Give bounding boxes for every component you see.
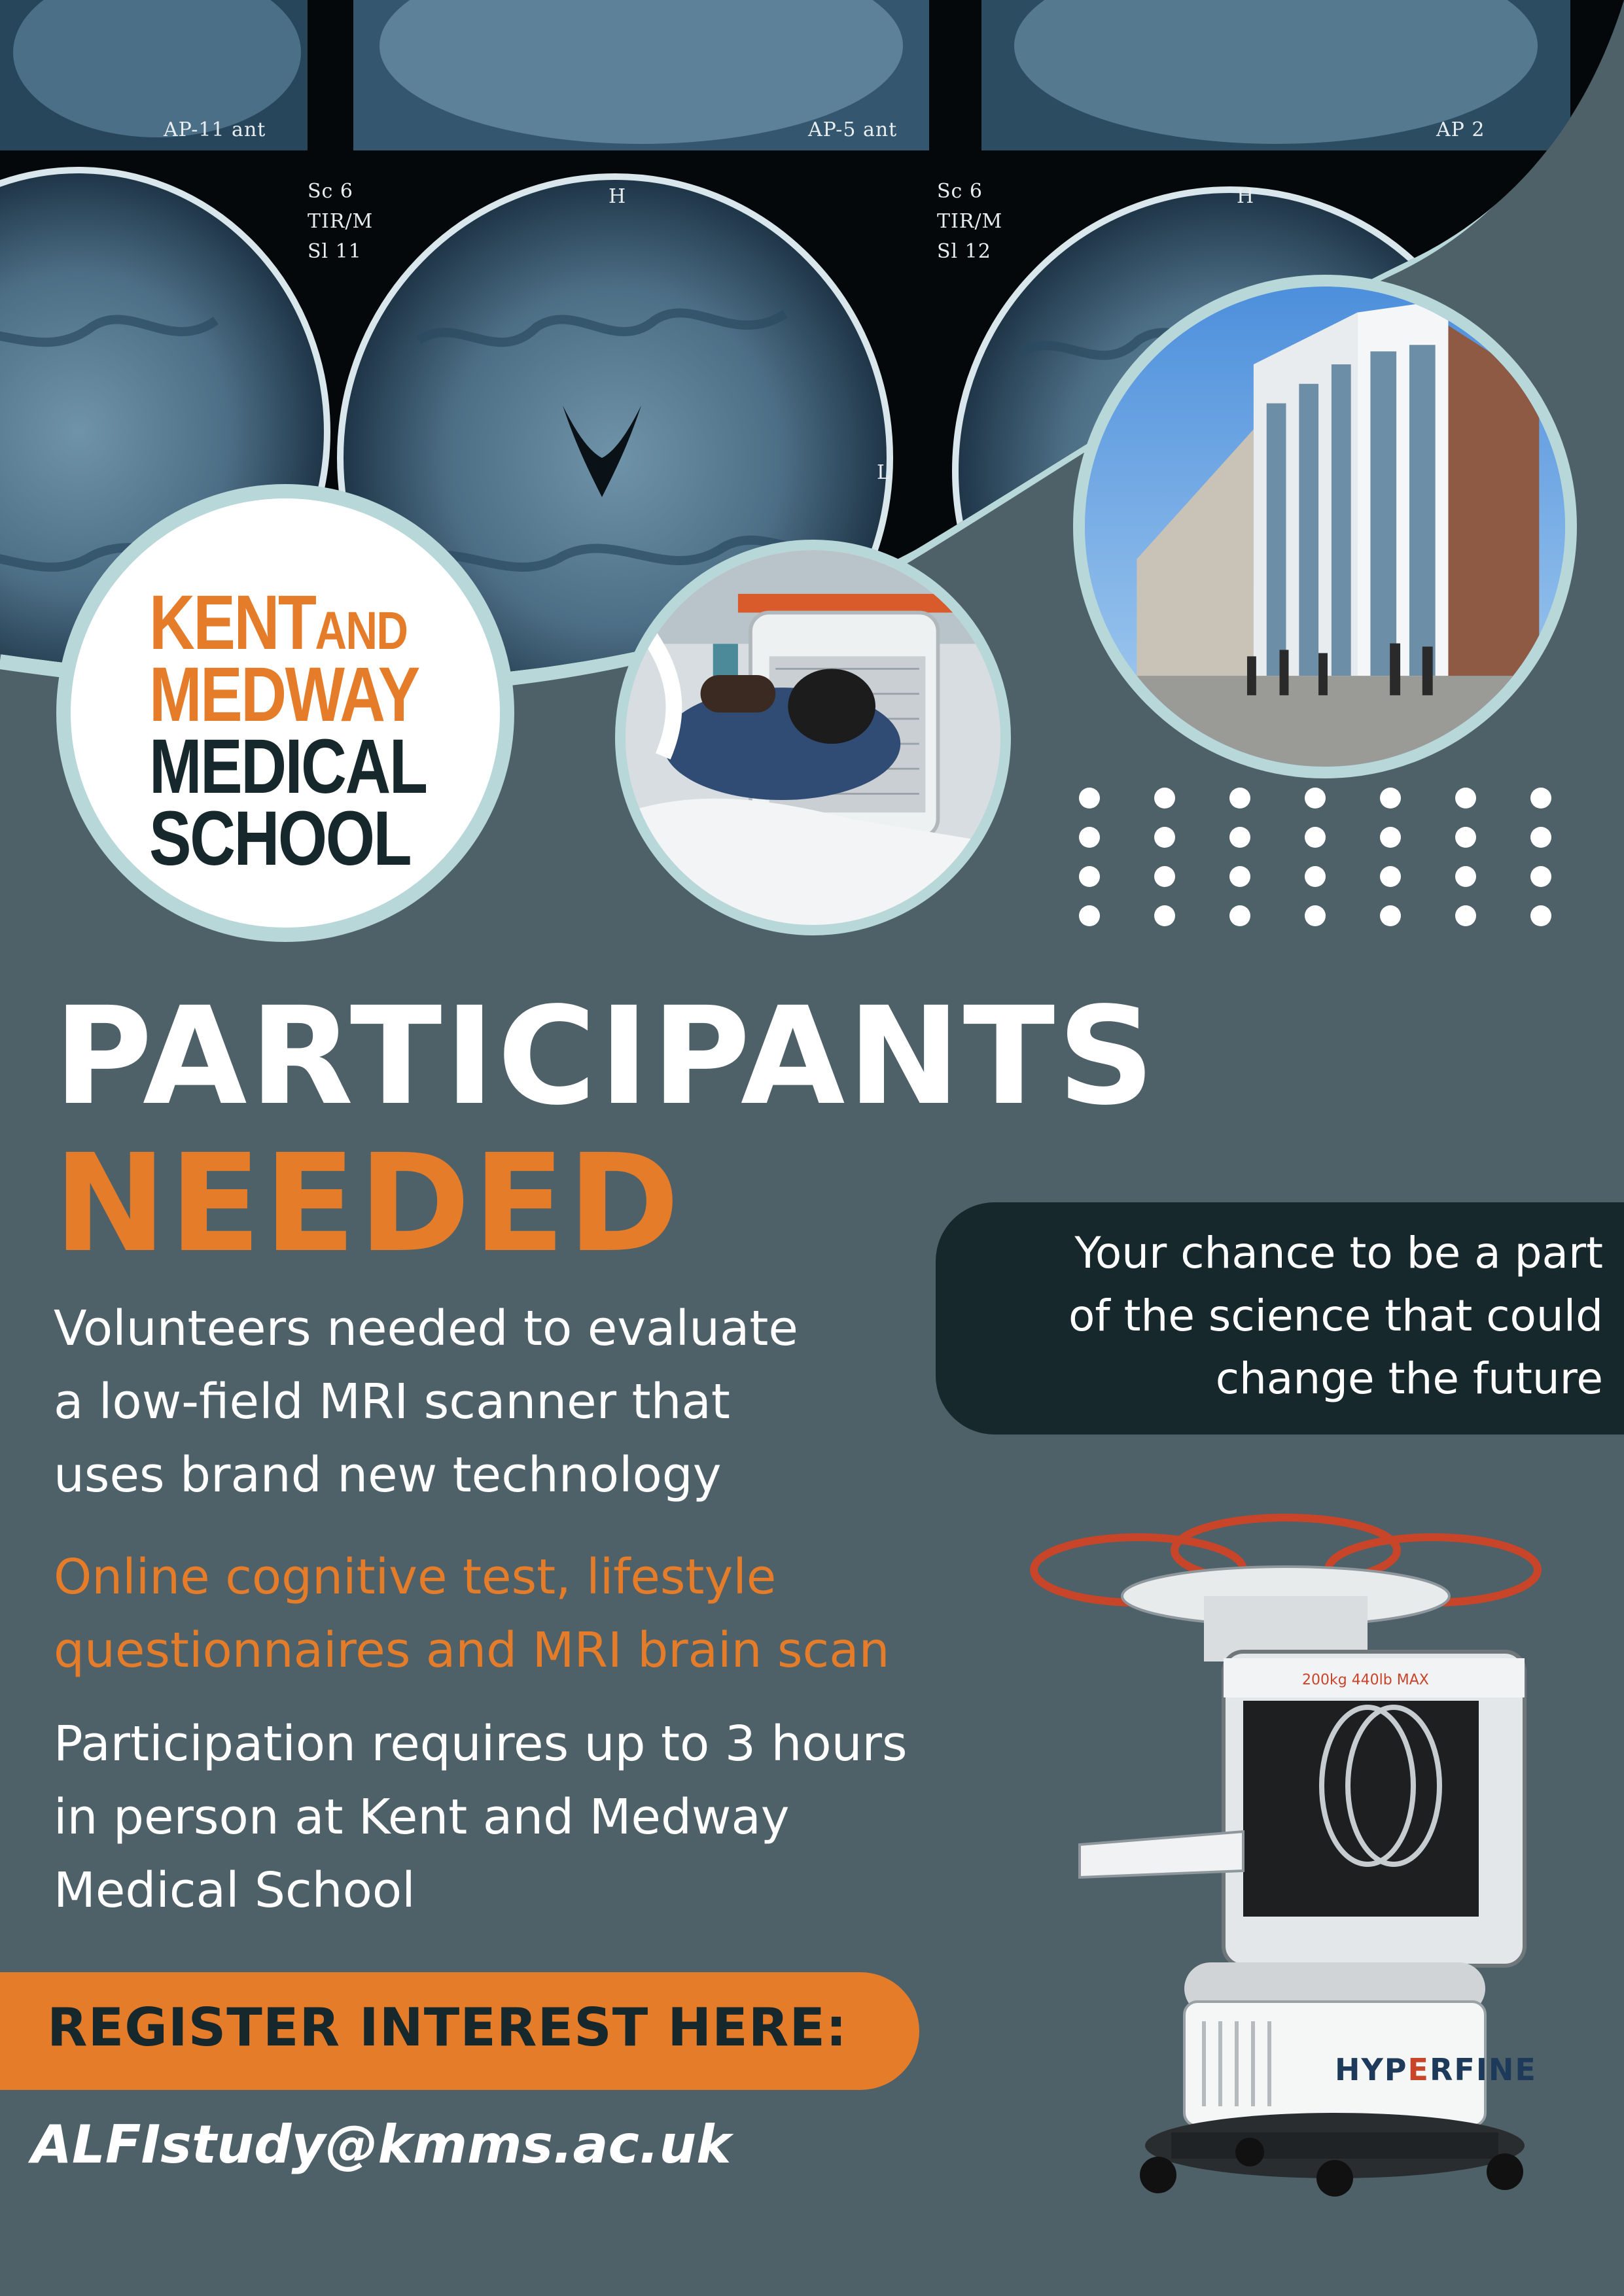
portable-mri-scanner-image: [1027, 1505, 1544, 2198]
hyperfine-brand-hyp: HYP: [1335, 2052, 1408, 2087]
hyperfine-brand-label: [1335, 2052, 1537, 2087]
scanner-patient-photo: [615, 540, 1011, 935]
hyperfine-brand-e: E: [1407, 2052, 1430, 2087]
scan-slice-label-12: Sc 6 TIR/M Sl 12: [937, 180, 1003, 263]
logo-and: AND: [315, 601, 408, 661]
study-email-link[interactable]: ALFIstudy@kmms.ac.uk: [31, 2114, 732, 2175]
headline-participants: PARTICIPANTS: [54, 978, 1157, 1135]
scan-label-top-left: AP-11 ant: [164, 118, 266, 141]
scanner-weight-label: 200kg 440lb MAX: [1302, 1672, 1429, 1688]
scan-marker-h-2: H: [1237, 185, 1255, 208]
decorative-dot-grid: [1063, 782, 1567, 939]
logo-school: SCHOOL: [149, 795, 411, 882]
scan-marker-h-1: H: [609, 185, 627, 208]
hyperfine-brand-rfine: RFINE: [1429, 2052, 1537, 2087]
logo-medway: MEDWAY: [149, 652, 419, 738]
register-interest-button[interactable]: [0, 1972, 919, 2090]
medical-school-building-photo: [1073, 275, 1577, 778]
requirement-text: Participation requires up to 3 hours in person at Kent and Medway Medical School: [54, 1716, 908, 1919]
scan-label-top-mid: AP-5 ant: [808, 118, 898, 141]
activities-text: Online cognitive test, lifestyle questionnaires and MRI brain scan: [54, 1549, 890, 1679]
building-illustration: [1085, 287, 1565, 767]
headline-needed: NEEDED: [54, 1125, 682, 1282]
tagline-box: [936, 1202, 1624, 1435]
scan-label-top-right: AP 2: [1436, 118, 1485, 141]
scan-marker-l: L: [877, 461, 891, 484]
tagline-text: Your chance to be a part of the science that could change the future: [1068, 1228, 1603, 1404]
scan-slice-label-11: Sc 6 TIR/M Sl 11: [308, 180, 374, 263]
scanner-patient-illustration: [626, 550, 1000, 925]
logo-medical: MEDICAL: [149, 723, 427, 810]
logo-kent: KENT: [149, 580, 315, 666]
school-logo: [56, 484, 514, 942]
register-interest-label: REGISTER INTEREST HERE:: [47, 1997, 848, 2058]
intro-text: Volunteers needed to evaluate a low-field MRI scanner that uses brand new technology: [54, 1300, 798, 1503]
